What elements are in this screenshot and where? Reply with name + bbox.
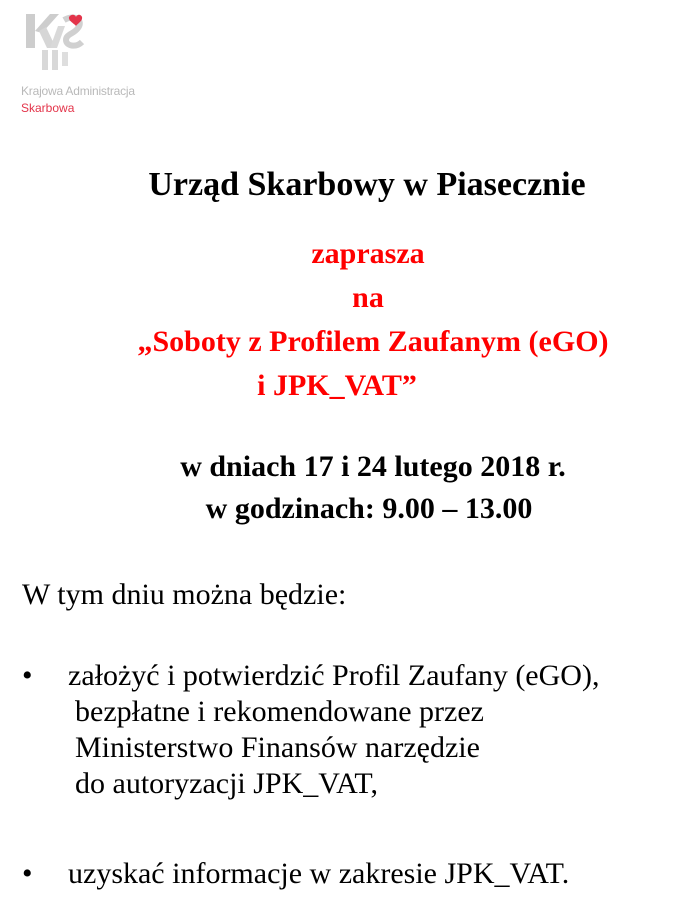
logo-name-line1: Krajowa Administracja: [21, 84, 135, 98]
list-item-continuation: do autoryzacji JPK_VAT,: [75, 767, 379, 800]
invitation-event-name-cont: i JPK_VAT”: [257, 369, 417, 402]
invitation-event-name: „Soboty z Profilem Zaufanym (eGO): [137, 325, 609, 358]
schedule-hours: w godzinach: 9.00 – 13.00: [205, 492, 533, 525]
page-title: Urząd Skarbowy w Piasecznie: [148, 166, 586, 203]
bullet-icon: •: [22, 659, 33, 692]
list-item-text: założyć i potwierdzić Profil Zaufany (eGO),: [68, 659, 600, 692]
kas-emblem-icon: [20, 12, 90, 76]
schedule-block: [0, 446, 690, 530]
intro-text: W tym dniu można będzie:: [22, 578, 347, 611]
invitation-block: [0, 232, 690, 408]
invitation-line-na: na: [352, 281, 384, 314]
invitation-line-zaprasza: zaprasza: [311, 237, 425, 270]
kas-logo: [20, 12, 170, 115]
list-item-text: uzyskać informacje w zakresie JPK_VAT.: [68, 857, 570, 890]
bullet-icon: •: [22, 857, 33, 890]
list-item-continuation: Ministerstwo Finansów narzędzie: [75, 731, 480, 764]
logo-name-line2: Skarbowa: [21, 101, 75, 115]
schedule-dates: w dniach 17 i 24 lutego 2018 r.: [180, 450, 566, 483]
list-item-continuation: bezpłatne i rekomendowane przez: [75, 695, 484, 728]
